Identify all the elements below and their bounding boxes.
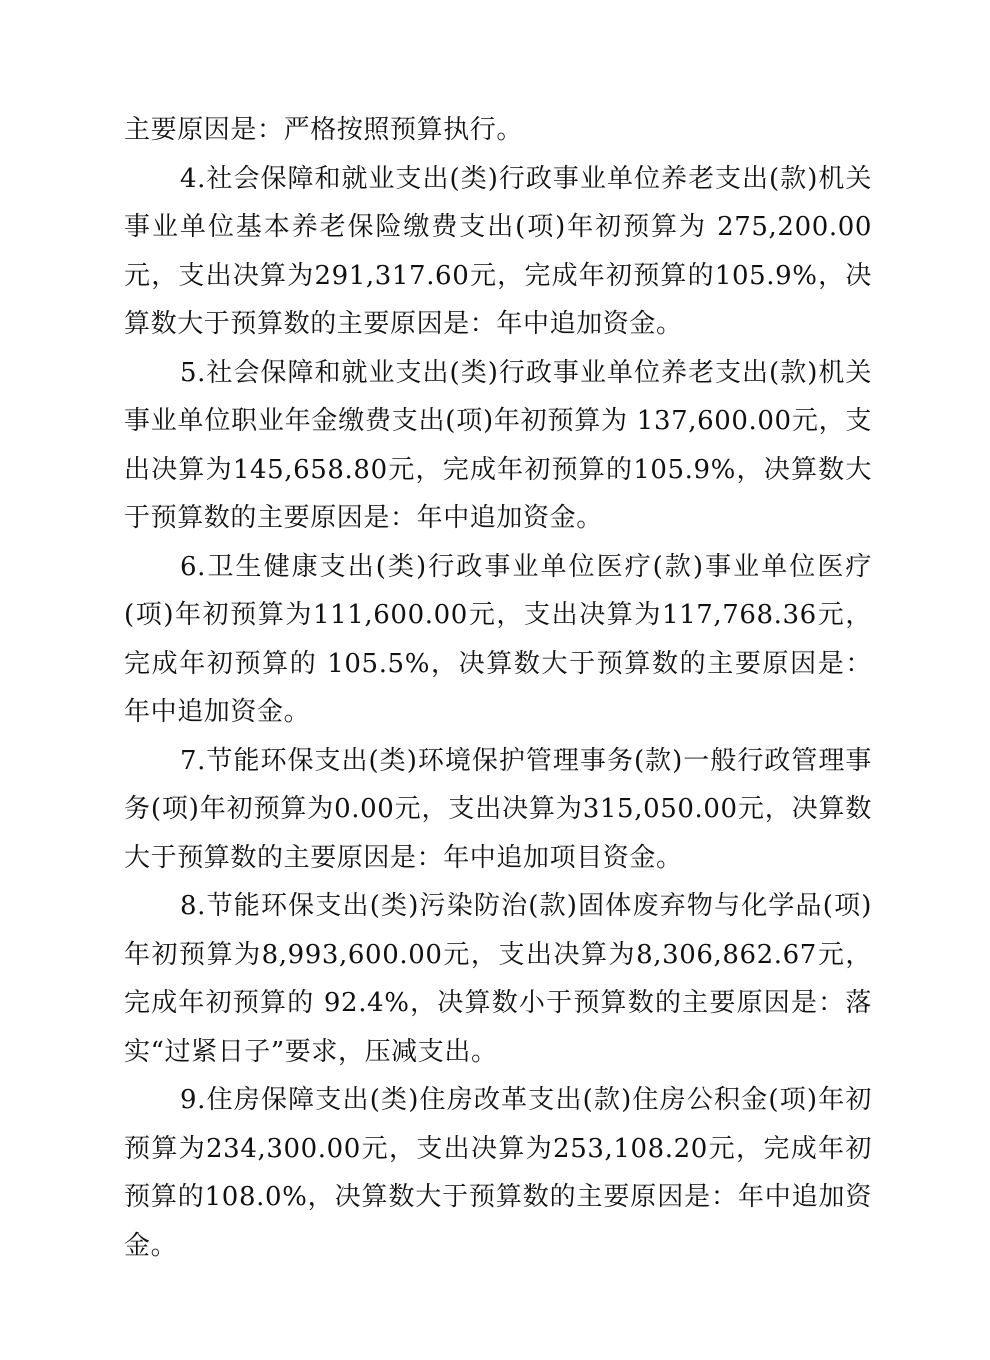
paragraph-item-7: 7.节能环保支出(类)环境保护管理事务(款)一般行政管理事务(项)年初预算为0.00元，支出决算为315,050.00元，决算数大于预算数的主要原因是：年中追加项目资金。 (124, 745, 872, 873)
paragraph-item-5: 5.社会保障和就业支出(类)行政事业单位养老支出(款)机关事业单位职业年金缴费支出(项)年初预算为 137,600.00元，支出决算为145,658.80元，完成年初预算的105.9%，决算数大于预算数的主要原因是：年中追加资金。 (124, 357, 872, 533)
paragraph-continuation: 主要原因是：严格按照预算执行。 (124, 115, 524, 145)
paragraph-item-4: 4.社会保障和就业支出(类)行政事业单位养老支出(款)机关事业单位基本养老保险缴费支出(项)年初预算为 275,200.00元，支出决算为291,317.60元，完成年初预算的105.9%，决算数大于预算数的主要原因是：年中追加资金。 (124, 163, 872, 339)
paragraph-item-8: 8.节能环保支出(类)污染防治(款)固体废弃物与化学品(项)年初预算为8,993,600.00元，支出决算为8,306,862.67元，完成年初预算的 92.4%，决算数小于预算数的主要原因是：落实“过紧日子”要求，压减支出。 (124, 891, 872, 1067)
paragraph-item-6: 6.卫生健康支出(类)行政事业单位医疗(款)事业单位医疗(项)年初预算为111,600.00元，支出决算为117,768.36元，完成年初预算的 105.5%，决算数大于预算数的主要原因是：年中追加资金。 (124, 551, 872, 727)
paragraph-item-9: 9.住房保障支出(类)住房改革支出(款)住房公积金(项)年初预算为234,300.00元，支出决算为253,108.20元，完成年初预算的108.0%，决算数大于预算数的主要原因是：年中追加资金。 (124, 1085, 872, 1261)
